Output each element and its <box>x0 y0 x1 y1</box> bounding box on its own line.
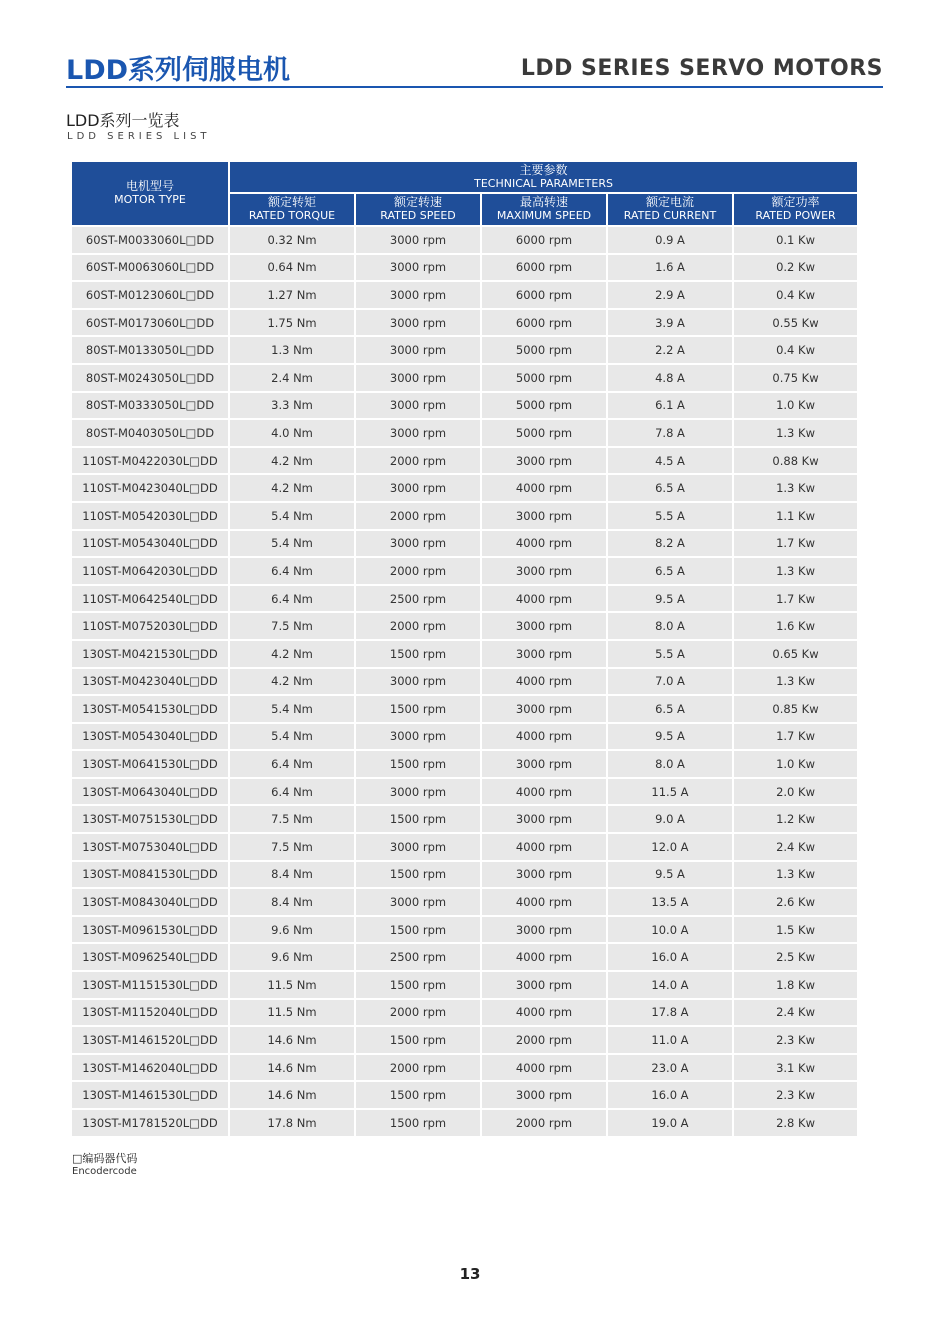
table-cell: 1.7 Kw <box>734 724 857 750</box>
table-cell: 1.2 Kw <box>734 806 857 832</box>
title-divider <box>66 86 883 88</box>
motor-model-cell: 130ST-M0962540L□DD <box>72 944 228 970</box>
table-row <box>72 724 857 750</box>
table-cell: 1500 rpm <box>356 862 480 888</box>
table-cell: 0.4 Kw <box>734 282 857 308</box>
table-cell: 3000 rpm <box>482 972 606 998</box>
motor-model-cell: 80ST-M0403050L□DD <box>72 420 228 446</box>
table-cell: 19.0 A <box>608 1110 732 1136</box>
table-cell: 5.4 Nm <box>230 696 354 722</box>
table-cell: 4.2 Nm <box>230 669 354 695</box>
table-cell: 8.4 Nm <box>230 889 354 915</box>
motor-model-cell: 60ST-M0063060L□DD <box>72 255 228 281</box>
motor-model-cell: 130ST-M1461530L□DD <box>72 1082 228 1108</box>
table-cell: 1500 rpm <box>356 972 480 998</box>
table-cell: 2000 rpm <box>356 448 480 474</box>
table-cell: 6000 rpm <box>482 255 606 281</box>
motor-model-cell: 130ST-M0753040L□DD <box>72 834 228 860</box>
table-row <box>72 944 857 970</box>
table-row <box>72 420 857 446</box>
table-cell: 3000 rpm <box>482 862 606 888</box>
table-cell: 0.65 Kw <box>734 641 857 667</box>
column-header-cn: 额定转速 <box>393 195 442 210</box>
table-row <box>72 310 857 336</box>
table-cell: 5000 rpm <box>482 393 606 419</box>
table-cell: 3000 rpm <box>482 806 606 832</box>
table-cell: 6000 rpm <box>482 282 606 308</box>
table-cell: 6.5 A <box>608 696 732 722</box>
table-body <box>72 227 857 1136</box>
motor-type-header-cn: 电机型号 <box>125 179 174 194</box>
table-cell: 23.0 A <box>608 1055 732 1081</box>
column-header-cn: 最高转速 <box>519 195 568 210</box>
table-cell: 5000 rpm <box>482 365 606 391</box>
page-title-english: LDD SERIES SERVO MOTORS <box>520 56 883 81</box>
table-cell: 4000 rpm <box>482 724 606 750</box>
table-cell: 3000 rpm <box>356 420 480 446</box>
table-cell: 3.9 A <box>608 310 732 336</box>
table-cell: 1.3 Kw <box>734 558 857 584</box>
motor-model-cell: 110ST-M0422030L□DD <box>72 448 228 474</box>
table-cell: 1.7 Kw <box>734 531 857 557</box>
motor-model-cell: 130ST-M0541530L□DD <box>72 696 228 722</box>
table-row <box>72 448 857 474</box>
table-cell: 2500 rpm <box>356 944 480 970</box>
table-cell: 14.6 Nm <box>230 1055 354 1081</box>
column-header <box>230 194 354 225</box>
table-cell: 12.0 A <box>608 834 732 860</box>
table-row <box>72 227 857 253</box>
table-cell: 0.85 Kw <box>734 696 857 722</box>
motor-model-cell: 80ST-M0333050L□DD <box>72 393 228 419</box>
table-row <box>72 862 857 888</box>
technical-parameters-header-cn: 主要参数 <box>519 162 568 177</box>
table-cell: 11.5 Nm <box>230 972 354 998</box>
table-cell: 10.0 A <box>608 917 732 943</box>
table-cell: 6.5 A <box>608 558 732 584</box>
table-row <box>72 1082 857 1108</box>
table-cell: 17.8 A <box>608 1000 732 1026</box>
motor-model-cell: 130ST-M0751530L□DD <box>72 806 228 832</box>
table-cell: 1.6 Kw <box>734 613 857 639</box>
motor-model-cell: 130ST-M0543040L□DD <box>72 724 228 750</box>
table-cell: 3.1 Kw <box>734 1055 857 1081</box>
table-row <box>72 255 857 281</box>
table-cell: 1500 rpm <box>356 1027 480 1053</box>
table-row <box>72 669 857 695</box>
table-row <box>72 337 857 363</box>
column-header-en: RATED SPEED <box>380 209 456 223</box>
motor-model-cell: 110ST-M0642030L□DD <box>72 558 228 584</box>
motor-model-cell: 130ST-M0423040L□DD <box>72 669 228 695</box>
table-cell: 4000 rpm <box>482 1000 606 1026</box>
table-row <box>72 1000 857 1026</box>
motor-model-cell: 80ST-M0243050L□DD <box>72 365 228 391</box>
table-cell: 2.2 A <box>608 337 732 363</box>
motor-model-cell: 110ST-M0542030L□DD <box>72 503 228 529</box>
motor-model-cell: 110ST-M0752030L□DD <box>72 613 228 639</box>
table-row <box>72 751 857 777</box>
column-header <box>608 194 732 225</box>
table-cell: 7.8 A <box>608 420 732 446</box>
column-header-cn: 额定功率 <box>771 195 820 210</box>
table-row <box>72 558 857 584</box>
column-header <box>356 194 480 225</box>
table-cell: 6.1 A <box>608 393 732 419</box>
table-cell: 9.5 A <box>608 586 732 612</box>
table-cell: 11.5 Nm <box>230 1000 354 1026</box>
motor-model-cell: 130ST-M0641530L□DD <box>72 751 228 777</box>
table-cell: 6.4 Nm <box>230 558 354 584</box>
table-header <box>72 162 857 225</box>
table-cell: 1.7 Kw <box>734 586 857 612</box>
column-header-en: RATED CURRENT <box>623 209 717 223</box>
table-cell: 5.5 A <box>608 503 732 529</box>
table-row <box>72 1055 857 1081</box>
table-cell: 7.5 Nm <box>230 834 354 860</box>
column-header-cn: 额定电流 <box>645 195 694 210</box>
table-cell: 3000 rpm <box>482 558 606 584</box>
motor-model-cell: 130ST-M1781520L□DD <box>72 1110 228 1136</box>
table-cell: 1.75 Nm <box>230 310 354 336</box>
table-cell: 1.3 Kw <box>734 475 857 501</box>
table-cell: 1.3 Kw <box>734 669 857 695</box>
table-cell: 4000 rpm <box>482 531 606 557</box>
table-cell: 9.5 A <box>608 862 732 888</box>
footnote-encoder-code-english: Encodercode <box>72 1166 137 1177</box>
table-row <box>72 586 857 612</box>
table-cell: 2000 rpm <box>482 1027 606 1053</box>
table-row <box>72 641 857 667</box>
table-cell: 1500 rpm <box>356 1110 480 1136</box>
motor-model-cell: 110ST-M0423040L□DD <box>72 475 228 501</box>
motor-model-cell: 130ST-M0421530L□DD <box>72 641 228 667</box>
table-cell: 1500 rpm <box>356 806 480 832</box>
table-cell: 2.0 Kw <box>734 779 857 805</box>
table-cell: 3000 rpm <box>482 696 606 722</box>
motor-model-cell: 60ST-M0033060L□DD <box>72 227 228 253</box>
table-cell: 2500 rpm <box>356 586 480 612</box>
table-cell: 3000 rpm <box>356 889 480 915</box>
table-cell: 0.88 Kw <box>734 448 857 474</box>
table-cell: 6000 rpm <box>482 310 606 336</box>
table-cell: 3000 rpm <box>356 393 480 419</box>
table-cell: 4.2 Nm <box>230 641 354 667</box>
table-cell: 3000 rpm <box>356 669 480 695</box>
table-cell: 6000 rpm <box>482 227 606 253</box>
table-cell: 9.6 Nm <box>230 944 354 970</box>
table-cell: 3000 rpm <box>482 613 606 639</box>
column-header-en: MAXIMUM SPEED <box>496 209 592 223</box>
table-cell: 2.4 Nm <box>230 365 354 391</box>
table-cell: 2.3 Kw <box>734 1027 857 1053</box>
table-cell: 2.3 Kw <box>734 1082 857 1108</box>
motor-model-cell: 60ST-M0173060L□DD <box>72 310 228 336</box>
table-cell: 3000 rpm <box>482 641 606 667</box>
table-cell: 0.75 Kw <box>734 365 857 391</box>
motor-model-cell: 130ST-M0961530L□DD <box>72 917 228 943</box>
table-cell: 4000 rpm <box>482 669 606 695</box>
table-row <box>72 917 857 943</box>
table-cell: 4.2 Nm <box>230 475 354 501</box>
table-cell: 3000 rpm <box>482 448 606 474</box>
table-cell: 2.4 Kw <box>734 1000 857 1026</box>
column-header-en: RATED POWER <box>755 209 836 223</box>
table-cell: 1.3 Nm <box>230 337 354 363</box>
table-cell: 5.4 Nm <box>230 531 354 557</box>
column-header <box>734 194 857 225</box>
table-cell: 17.8 Nm <box>230 1110 354 1136</box>
technical-parameters-header-en: TECHNICAL PARAMETERS <box>474 176 613 190</box>
table-cell: 3000 rpm <box>356 475 480 501</box>
motor-spec-table <box>70 160 859 1138</box>
table-cell: 1.6 A <box>608 255 732 281</box>
motor-model-cell: 110ST-M0543040L□DD <box>72 531 228 557</box>
motor-type-header <box>72 162 228 225</box>
table-cell: 8.4 Nm <box>230 862 354 888</box>
table-cell: 3000 rpm <box>356 310 480 336</box>
table-cell: 2000 rpm <box>356 558 480 584</box>
table-row <box>72 806 857 832</box>
table-cell: 0.9 A <box>608 227 732 253</box>
table-cell: 3000 rpm <box>356 531 480 557</box>
table-row <box>72 365 857 391</box>
table-cell: 3000 rpm <box>356 779 480 805</box>
table-cell: 1500 rpm <box>356 696 480 722</box>
motor-model-cell: 80ST-M0133050L□DD <box>72 337 228 363</box>
table-cell: 4000 rpm <box>482 779 606 805</box>
table-cell: 16.0 A <box>608 944 732 970</box>
table-cell: 2000 rpm <box>356 613 480 639</box>
table-cell: 1.1 Kw <box>734 503 857 529</box>
table-cell: 0.2 Kw <box>734 255 857 281</box>
table-row <box>72 531 857 557</box>
table-cell: 1500 rpm <box>356 1082 480 1108</box>
table-cell: 3000 rpm <box>482 917 606 943</box>
table-cell: 1.0 Kw <box>734 393 857 419</box>
table-cell: 6.4 Nm <box>230 779 354 805</box>
motor-model-cell: 60ST-M0123060L□DD <box>72 282 228 308</box>
table-row <box>72 1110 857 1136</box>
table-cell: 16.0 A <box>608 1082 732 1108</box>
table-cell: 3000 rpm <box>356 724 480 750</box>
motor-model-cell: 130ST-M0843040L□DD <box>72 889 228 915</box>
table-cell: 0.55 Kw <box>734 310 857 336</box>
table-row <box>72 503 857 529</box>
table-cell: 3000 rpm <box>356 255 480 281</box>
table-cell: 8.0 A <box>608 613 732 639</box>
table-row <box>72 779 857 805</box>
table-cell: 14.6 Nm <box>230 1027 354 1053</box>
column-header-en: RATED TORQUE <box>248 209 336 223</box>
table-cell: 2000 rpm <box>356 1000 480 1026</box>
table-cell: 0.1 Kw <box>734 227 857 253</box>
table-cell: 5.5 A <box>608 641 732 667</box>
table-cell: 4000 rpm <box>482 475 606 501</box>
footnote-encoder-code: □编码器代码 <box>72 1152 138 1165</box>
table-cell: 4.5 A <box>608 448 732 474</box>
table-cell: 3000 rpm <box>482 503 606 529</box>
table-cell: 6.4 Nm <box>230 751 354 777</box>
table-cell: 2000 rpm <box>482 1110 606 1136</box>
table-cell: 7.5 Nm <box>230 613 354 639</box>
page-number: 13 <box>459 1265 481 1283</box>
table-row <box>72 1027 857 1053</box>
table-cell: 2.6 Kw <box>734 889 857 915</box>
table-cell: 3000 rpm <box>482 751 606 777</box>
motor-model-cell: 130ST-M1152040L□DD <box>72 1000 228 1026</box>
motor-type-header-en: MOTOR TYPE <box>114 193 186 207</box>
table-cell: 2.9 A <box>608 282 732 308</box>
column-header <box>482 194 606 225</box>
table-cell: 2000 rpm <box>356 503 480 529</box>
table-cell: 11.0 A <box>608 1027 732 1053</box>
table-row <box>72 972 857 998</box>
table-cell: 0.32 Nm <box>230 227 354 253</box>
section-title-english: LDD SERIES LIST <box>67 131 211 142</box>
table-cell: 7.0 A <box>608 669 732 695</box>
table-cell: 1.3 Kw <box>734 420 857 446</box>
table-cell: 1500 rpm <box>356 641 480 667</box>
table-cell: 4000 rpm <box>482 1055 606 1081</box>
motor-model-cell: 130ST-M1462040L□DD <box>72 1055 228 1081</box>
motor-model-cell: 130ST-M0841530L□DD <box>72 862 228 888</box>
table-cell: 1.8 Kw <box>734 972 857 998</box>
motor-model-cell: 130ST-M1461520L□DD <box>72 1027 228 1053</box>
table-cell: 8.0 A <box>608 751 732 777</box>
motor-model-cell: 130ST-M1151530L□DD <box>72 972 228 998</box>
table-cell: 6.5 A <box>608 475 732 501</box>
table-cell: 5.4 Nm <box>230 724 354 750</box>
table-row <box>72 475 857 501</box>
table-cell: 4.0 Nm <box>230 420 354 446</box>
table-row <box>72 393 857 419</box>
table-cell: 14.0 A <box>608 972 732 998</box>
table-row <box>72 282 857 308</box>
table-cell: 13.5 A <box>608 889 732 915</box>
table-cell: 3000 rpm <box>356 365 480 391</box>
table-cell: 9.5 A <box>608 724 732 750</box>
motor-model-cell: 110ST-M0642540L□DD <box>72 586 228 612</box>
table-cell: 2.4 Kw <box>734 834 857 860</box>
table-cell: 3000 rpm <box>356 337 480 363</box>
table-cell: 4.2 Nm <box>230 448 354 474</box>
table-cell: 4000 rpm <box>482 834 606 860</box>
table-row <box>72 696 857 722</box>
table-cell: 2.8 Kw <box>734 1110 857 1136</box>
table-cell: 0.4 Kw <box>734 337 857 363</box>
table-cell: 1.0 Kw <box>734 751 857 777</box>
table-cell: 5000 rpm <box>482 420 606 446</box>
table-cell: 9.6 Nm <box>230 917 354 943</box>
table-cell: 2.5 Kw <box>734 944 857 970</box>
table-cell: 3000 rpm <box>356 227 480 253</box>
table-cell: 5000 rpm <box>482 337 606 363</box>
table-cell: 6.4 Nm <box>230 586 354 612</box>
table-cell: 4000 rpm <box>482 586 606 612</box>
table-cell: 5.4 Nm <box>230 503 354 529</box>
table-row <box>72 834 857 860</box>
table-cell: 0.64 Nm <box>230 255 354 281</box>
technical-parameters-header <box>230 162 857 192</box>
table-cell: 3000 rpm <box>356 834 480 860</box>
table-row <box>72 613 857 639</box>
table-cell: 14.6 Nm <box>230 1082 354 1108</box>
table-cell: 3000 rpm <box>356 282 480 308</box>
table-cell: 11.5 A <box>608 779 732 805</box>
table-cell: 9.0 A <box>608 806 732 832</box>
table-cell: 1500 rpm <box>356 917 480 943</box>
column-header-cn: 额定转矩 <box>267 195 316 210</box>
table-cell: 3000 rpm <box>482 1082 606 1108</box>
table-cell: 1.3 Kw <box>734 862 857 888</box>
table-cell: 1.27 Nm <box>230 282 354 308</box>
table-cell: 2000 rpm <box>356 1055 480 1081</box>
table-cell: 1500 rpm <box>356 751 480 777</box>
motor-model-cell: 130ST-M0643040L□DD <box>72 779 228 805</box>
table-cell: 4.8 A <box>608 365 732 391</box>
table-cell: 3.3 Nm <box>230 393 354 419</box>
table-cell: 4000 rpm <box>482 889 606 915</box>
table-cell: 7.5 Nm <box>230 806 354 832</box>
section-title: LDD系列一览表 <box>66 111 180 130</box>
table-cell: 1.5 Kw <box>734 917 857 943</box>
table-cell: 8.2 A <box>608 531 732 557</box>
page-title: LDD系列伺服电机 <box>66 55 291 86</box>
table-row <box>72 889 857 915</box>
table-cell: 4000 rpm <box>482 944 606 970</box>
